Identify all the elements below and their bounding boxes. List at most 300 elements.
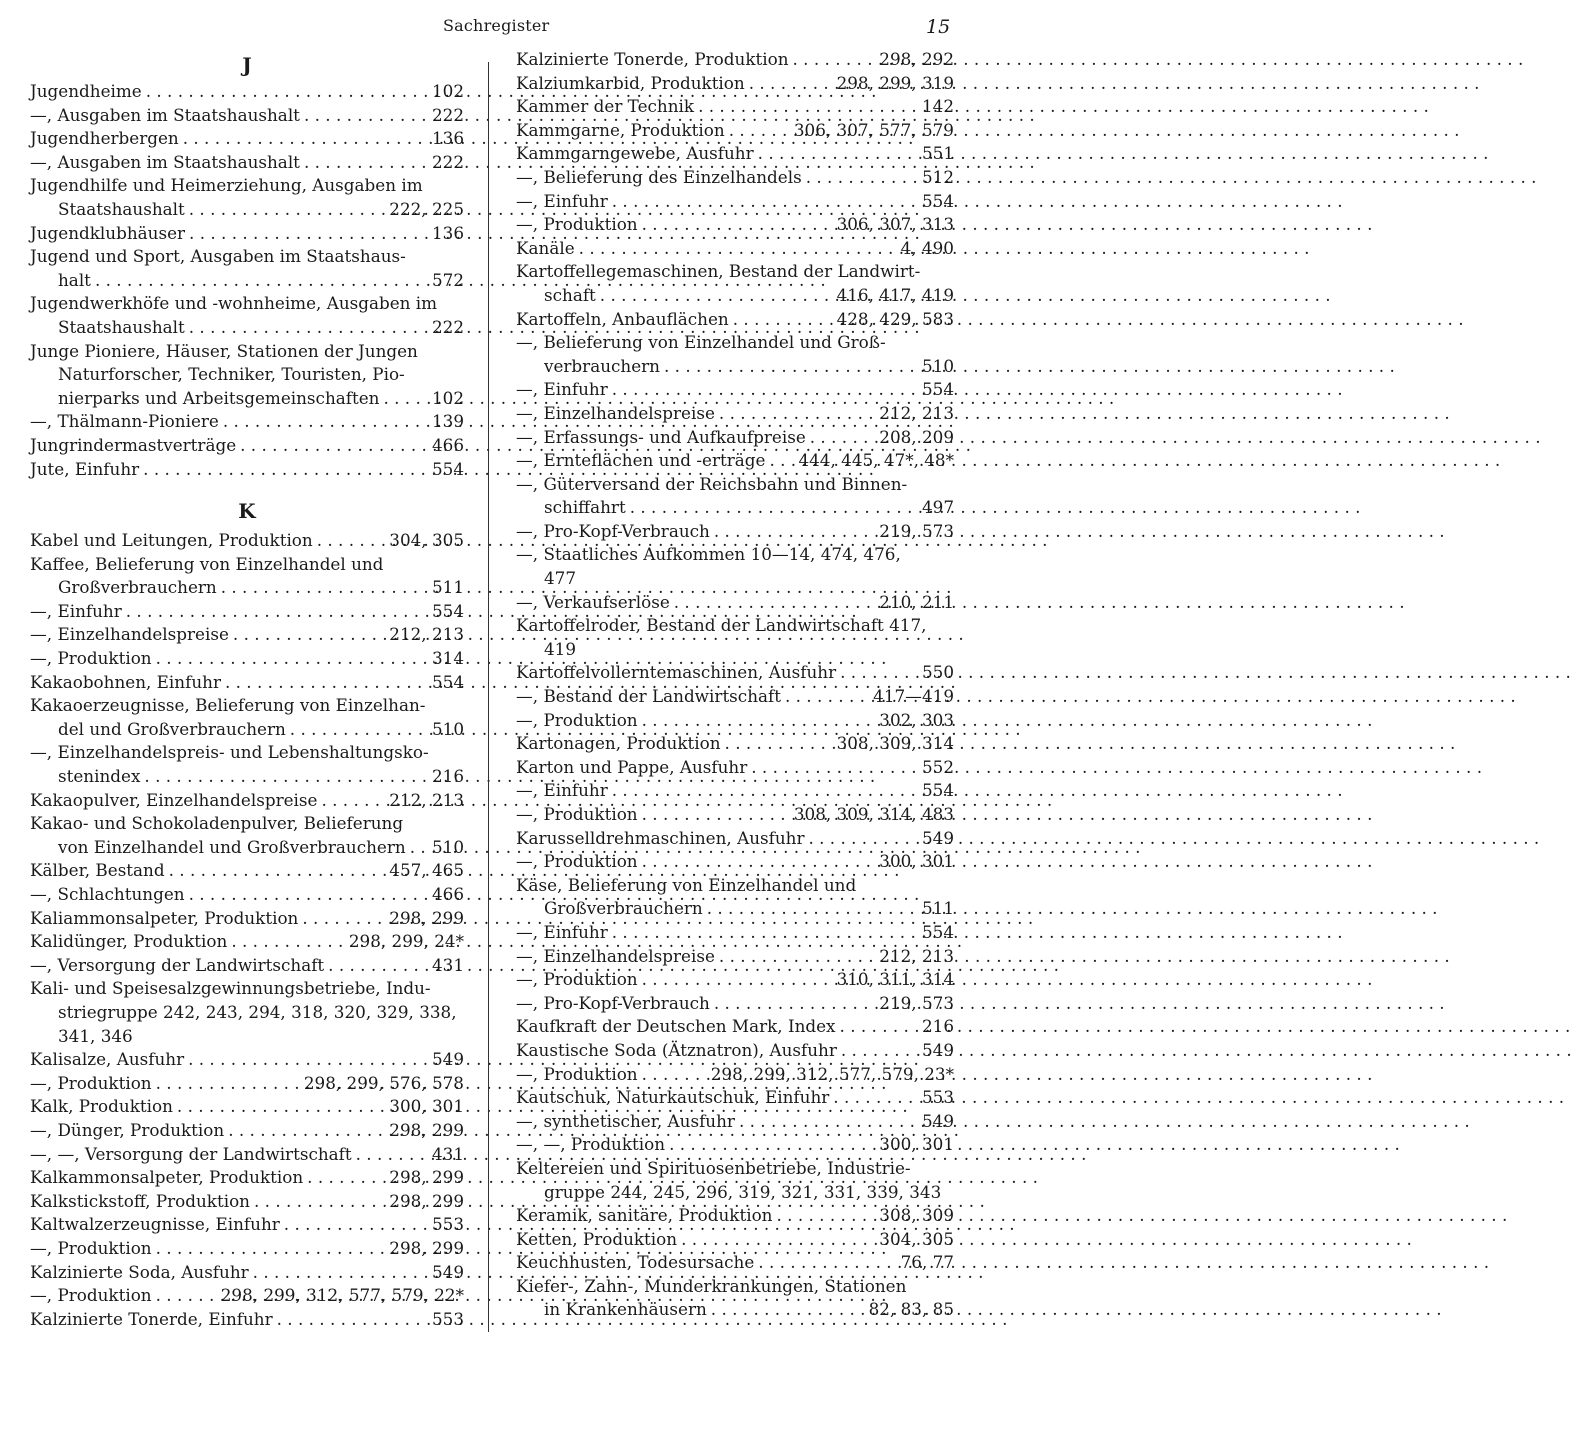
- entry-pages: 553: [431, 1308, 464, 1329]
- index-entry: [30, 1072, 464, 1096]
- index-entry-line: [30, 1213, 464, 1237]
- dot-leader: [177, 1095, 385, 1119]
- index-entry: [30, 647, 464, 671]
- entry-pages: 136: [431, 222, 464, 243]
- dot-leader: [714, 992, 875, 1016]
- entry-term: —, Belieferung des Einzelhandels: [516, 166, 802, 187]
- dot-leader: [612, 378, 918, 402]
- dot-leader: [189, 883, 428, 907]
- dot-leader: [223, 410, 428, 434]
- dot-leader: [143, 458, 428, 482]
- index-entry-line: [30, 1143, 464, 1167]
- index-entry: [516, 591, 954, 615]
- entry-term: —, Einzelhandelspreise: [30, 624, 229, 645]
- index-entry-line: [30, 859, 464, 883]
- entry-pages: 308, 309, 314, 483: [793, 804, 954, 824]
- index-entry-line: [30, 1166, 464, 1190]
- index-entry: [30, 529, 464, 553]
- index-entry: [30, 623, 464, 647]
- entry-pages: 212, 213: [389, 789, 464, 810]
- index-entry-continuation: [30, 576, 464, 600]
- dot-leader: [733, 308, 833, 332]
- index-entry: [516, 260, 954, 307]
- index-entry: [516, 661, 954, 685]
- entry-term: Jugendwerkhöfe und -wohnheime, Ausgaben im: [30, 293, 438, 314]
- index-entry-line: [30, 1284, 464, 1308]
- entry-pages: 549: [921, 1110, 954, 1131]
- index-entry: [30, 104, 464, 128]
- index-entry-line: [516, 1133, 954, 1157]
- entry-pages: 553: [921, 1087, 954, 1108]
- index-entry: [516, 732, 954, 756]
- entry-term: —, Produktion: [30, 1237, 152, 1258]
- entry-pages: 549: [921, 827, 954, 848]
- entry-pages: 466: [431, 884, 464, 904]
- entry-pages: 298, 292: [879, 49, 954, 69]
- entry-term: —, Verkaufserlöse: [516, 591, 670, 612]
- index-entry-line: [516, 614, 954, 638]
- index-entry-continuation: [30, 316, 464, 340]
- index-entry-line: [516, 543, 954, 567]
- entry-pages: 222, 225: [389, 198, 464, 219]
- index-entry-continuation: [30, 836, 464, 860]
- entry-term: schaft: [544, 284, 596, 305]
- index-entry-line: [516, 449, 954, 473]
- index-entry-line: [30, 553, 464, 577]
- index-entry: [516, 1063, 954, 1087]
- entry-term: —, Produktion: [516, 804, 638, 824]
- index-entry-line: [30, 694, 464, 718]
- index-entry-continuation: [30, 363, 464, 387]
- dot-leader: [681, 1228, 875, 1252]
- entry-term: —, Produktion: [30, 1072, 152, 1093]
- index-entry: [516, 685, 954, 709]
- entry-term: Kammgarne, Produktion: [516, 119, 725, 140]
- index-entry-line: [30, 151, 464, 175]
- index-entry: [30, 977, 464, 1048]
- index-entry-line: [516, 378, 954, 402]
- index-entry-line: [30, 1237, 464, 1261]
- entry-pages: 554: [921, 780, 954, 801]
- dot-leader: [240, 434, 428, 458]
- dot-leader: [228, 1119, 385, 1143]
- index-entry: [516, 166, 954, 190]
- dot-leader: [642, 803, 790, 827]
- entry-pages: 572: [431, 269, 464, 290]
- index-entry: [516, 237, 954, 261]
- dot-leader: [642, 709, 876, 733]
- index-entry-line: [516, 803, 954, 827]
- entry-pages: 431: [431, 1143, 464, 1164]
- dot-leader: [321, 789, 385, 813]
- entry-term: —, Produktion: [30, 1285, 152, 1306]
- index-entry-line: [30, 930, 464, 954]
- dot-leader: [156, 647, 428, 671]
- entry-term: Jugendklubhäuser: [30, 222, 186, 243]
- entry-pages: 210, 211: [879, 591, 954, 612]
- entry-pages: 102: [431, 81, 464, 101]
- index-entry-line: [516, 756, 954, 780]
- entry-term: Jungrindermastverträge: [30, 434, 237, 455]
- entry-pages: 4, 490: [900, 237, 954, 258]
- entry-pages: 457, 465: [389, 860, 464, 881]
- entry-pages: 510: [431, 836, 464, 857]
- dot-leader: [156, 1072, 300, 1096]
- entry-pages: 142: [921, 96, 954, 117]
- dot-leader: [612, 779, 918, 803]
- index-entry-line: [516, 260, 954, 284]
- entry-term: del und Großverbrauchern: [58, 718, 286, 739]
- index-entry-line: [30, 1048, 464, 1072]
- index-entry-line: [516, 308, 954, 332]
- entry-term: —, Einzelhandelspreise: [516, 945, 715, 966]
- dot-leader: [307, 1166, 385, 1190]
- dot-leader: [233, 623, 385, 647]
- index-entry-line: [516, 709, 954, 733]
- dot-leader: [169, 859, 386, 883]
- index-entry-line: [516, 1157, 954, 1181]
- dot-leader: [749, 72, 833, 96]
- entry-term: Staatshaushalt: [58, 316, 185, 337]
- dot-leader: [642, 850, 876, 874]
- entry-pages: 298, 299: [389, 1167, 464, 1188]
- index-entry: [516, 190, 954, 214]
- entry-pages: 553: [431, 1214, 464, 1235]
- index-entry-line: [30, 292, 464, 316]
- dot-leader: [328, 954, 428, 978]
- entry-pages: 550: [921, 662, 954, 683]
- entry-pages: 554: [431, 671, 464, 692]
- index-entry-line: [516, 1251, 954, 1275]
- dot-leader: [189, 198, 386, 222]
- entry-term: —, Schlachtungen: [30, 884, 185, 904]
- entry-term: —, Einfuhr: [516, 780, 608, 801]
- dot-leader: [146, 80, 428, 104]
- entry-term: striegruppe 242, 243, 294, 318, 320, 329, 338,: [58, 1001, 457, 1022]
- index-entry-continuation: [30, 1025, 464, 1049]
- index-entry: [516, 331, 954, 378]
- index-entry-line: [516, 1110, 954, 1134]
- entry-pages: 511: [431, 577, 464, 598]
- dot-leader: [719, 402, 875, 426]
- entry-pages: 417—419: [873, 686, 954, 707]
- section-letter-k: K: [238, 499, 256, 524]
- entry-term: Kalkstickstoff, Produktion: [30, 1190, 250, 1211]
- entry-term: Kartoffeln, Anbauflächen: [516, 308, 729, 329]
- entry-term: 341, 346: [58, 1025, 133, 1046]
- dot-leader: [290, 718, 428, 742]
- dot-leader: [189, 222, 428, 246]
- index-entry: [30, 151, 464, 175]
- entry-term: —, Produktion: [516, 851, 638, 872]
- entry-term: Kalisalze, Ausfuhr: [30, 1049, 185, 1070]
- index-entry: [516, 756, 954, 780]
- entry-term: Karusselldrehmaschinen, Ausfuhr: [516, 827, 805, 848]
- entry-term: —, —, Versorgung der Landwirtschaft: [30, 1143, 352, 1164]
- entry-term: Kälber, Bestand: [30, 860, 165, 881]
- left-column: [30, 48, 464, 1331]
- entry-pages: 300, 301: [879, 1134, 954, 1155]
- entry-term: Junge Pioniere, Häuser, Stationen der Jungen: [30, 340, 418, 361]
- index-entry-line: [30, 245, 464, 269]
- dot-leader: [758, 1251, 896, 1275]
- dot-leader: [612, 921, 918, 945]
- entry-pages: 300, 301: [879, 851, 954, 872]
- dot-leader: [183, 127, 428, 151]
- dot-leader: [304, 104, 428, 128]
- dot-leader: [739, 1110, 918, 1134]
- index-entry-continuation: [516, 897, 954, 921]
- entry-term: Kaliammonsalpeter, Produktion: [30, 907, 299, 928]
- entry-pages: 219, 573: [879, 992, 954, 1013]
- dot-leader: [642, 1063, 707, 1087]
- entry-pages: 304, 305: [389, 530, 464, 551]
- index-entry-continuation: [516, 567, 954, 591]
- entry-pages: 136: [431, 128, 464, 149]
- index-entry: [30, 1166, 464, 1190]
- entry-pages: 511: [921, 898, 954, 919]
- index-entry: [30, 859, 464, 883]
- index-entry-line: [516, 48, 954, 72]
- index-entry-continuation: [516, 638, 954, 662]
- dot-leader: [840, 661, 918, 685]
- index-entry: [30, 1308, 464, 1332]
- entry-term: Kartoffellegemaschinen, Bestand der Landwirt-: [516, 261, 921, 282]
- dot-leader: [719, 945, 875, 969]
- index-entry-line: [516, 237, 954, 261]
- entry-term: Kakaobohnen, Einfuhr: [30, 671, 221, 692]
- entry-term: Kartoffelroder, Bestand der Landwirtschaft 417,: [516, 615, 927, 636]
- index-entry: [516, 426, 954, 450]
- dot-leader: [410, 836, 428, 860]
- entry-pages: 549: [921, 1039, 954, 1060]
- entry-term: Staatshaushalt: [58, 198, 185, 219]
- index-entry-line: [30, 1190, 464, 1214]
- entry-pages: 497: [921, 497, 954, 518]
- entry-term: —, Einfuhr: [30, 600, 122, 621]
- dot-leader: [126, 600, 428, 624]
- index-entry-line: [516, 779, 954, 803]
- index-entry-line: [516, 213, 954, 237]
- index-entry-line: [516, 1228, 954, 1252]
- index-entry-line: [30, 954, 464, 978]
- entry-pages: 466: [431, 434, 464, 455]
- entry-term: Kakaoerzeugnisse, Belieferung von Einzelhan-: [30, 695, 426, 716]
- entry-term: —, Belieferung von Einzelhandel und Groß-: [516, 332, 886, 353]
- dot-leader: [612, 190, 918, 214]
- entry-term: —, Bestand der Landwirtschaft: [516, 686, 781, 707]
- index-entry: [30, 292, 464, 339]
- entry-pages: 554: [921, 379, 954, 400]
- index-entry: [30, 907, 464, 931]
- entry-pages: 510: [431, 718, 464, 739]
- dot-leader: [751, 756, 918, 780]
- index-entry-continuation: [516, 355, 954, 379]
- index-entry: [30, 883, 464, 907]
- entry-term: Kalziumkarbid, Produktion: [516, 72, 745, 93]
- entry-term: —, Versorgung der Landwirtschaft: [30, 954, 325, 975]
- page-number: 15: [926, 16, 951, 38]
- index-entry: [516, 1228, 954, 1252]
- index-entry: [30, 671, 464, 695]
- entry-term: 477: [544, 568, 577, 589]
- dot-leader: [642, 213, 833, 237]
- running-head: Sachregister: [443, 16, 550, 35]
- index-entry-line: [516, 72, 954, 96]
- dot-leader: [841, 1039, 918, 1063]
- index-entry-line: [30, 80, 464, 104]
- entry-term: Jugendheime: [30, 81, 142, 101]
- entry-pages: 298, 299, 576, 578: [303, 1072, 464, 1093]
- dot-leader: [806, 166, 918, 190]
- dot-leader: [776, 1204, 875, 1228]
- entry-pages: 304, 305: [879, 1228, 954, 1249]
- dot-leader: [664, 355, 918, 379]
- dot-leader: [221, 576, 428, 600]
- entry-pages: 208, 209: [879, 426, 954, 447]
- entry-term: —, Erfassungs- und Aufkaufpreise: [516, 426, 806, 447]
- dot-leader: [674, 591, 876, 615]
- index-entry-line: [516, 1086, 954, 1110]
- index-entry: [30, 789, 464, 813]
- index-entry: [516, 1157, 954, 1204]
- entry-term: —, Ausgaben im Staatshaushalt: [30, 104, 300, 125]
- index-entry-line: [516, 1204, 954, 1228]
- entry-term: Keramik, sanitäre, Produktion: [516, 1205, 773, 1226]
- right-column: [516, 48, 954, 1322]
- index-entry-line: [516, 685, 954, 709]
- index-entry: [516, 520, 954, 544]
- entry-term: —, Dünger, Produktion: [30, 1119, 225, 1140]
- index-entry: [516, 709, 954, 733]
- index-entry-line: [30, 1072, 464, 1096]
- entry-pages: 102: [431, 387, 464, 408]
- index-entry: [30, 174, 464, 221]
- index-entry-line: [30, 222, 464, 246]
- dot-leader: [383, 387, 428, 411]
- index-entry-continuation: [30, 387, 464, 411]
- index-entry-line: [516, 1275, 954, 1299]
- entry-pages: 222: [431, 316, 464, 337]
- index-entry: [516, 543, 954, 590]
- dot-leader: [95, 269, 428, 293]
- entry-term: —, Einzelhandelspreis- und Lebenshaltungsko-: [30, 742, 429, 763]
- dot-leader: [284, 1213, 428, 1237]
- index-entry: [30, 1237, 464, 1261]
- index-entry: [516, 449, 954, 473]
- entry-term: —, Produktion: [516, 214, 638, 235]
- index-entry-line: [516, 190, 954, 214]
- index-entry-line: [30, 410, 464, 434]
- index-entry: [30, 1213, 464, 1237]
- index-entry: [516, 402, 954, 426]
- index-entry-line: [516, 1039, 954, 1063]
- entry-term: Großverbrauchern: [544, 898, 703, 919]
- index-entry-line: [30, 529, 464, 553]
- entry-term: 419: [544, 638, 577, 659]
- entry-term: —, Produktion: [516, 969, 638, 990]
- index-entry: [516, 850, 954, 874]
- entry-term: —, Thälmann-Pioniere: [30, 411, 219, 432]
- entry-term: halt: [58, 269, 91, 290]
- entry-pages: 444, 445, 47*, 48*: [798, 450, 954, 471]
- dot-leader: [642, 968, 833, 992]
- entry-term: —, Ausgaben im Staatshaushalt: [30, 151, 300, 172]
- index-entry: [30, 434, 464, 458]
- entry-pages: 306, 307, 577, 579: [793, 119, 954, 140]
- index-entry: [516, 1015, 954, 1039]
- index-entry: [30, 954, 464, 978]
- entry-term: verbrauchern: [544, 355, 660, 376]
- index-entry: [30, 245, 464, 292]
- entry-term: —, Pro-Kopf-Verbrauch: [516, 992, 710, 1013]
- index-entry: [30, 600, 464, 624]
- index-entry: [516, 119, 954, 143]
- column-divider: [488, 62, 489, 1332]
- dot-leader: [698, 95, 918, 119]
- dot-leader: [669, 1133, 875, 1157]
- entry-pages: 298, 299, 312, 577, 579, 23*: [710, 1063, 954, 1084]
- index-entry-line: [30, 623, 464, 647]
- entry-term: —, Einfuhr: [516, 921, 608, 942]
- dot-leader: [833, 1086, 918, 1110]
- entry-term: Kalk, Produktion: [30, 1096, 173, 1117]
- index-entry-line: [30, 789, 464, 813]
- dot-leader: [630, 496, 918, 520]
- index-entry-line: [516, 874, 954, 898]
- entry-pages: 298, 299: [389, 1237, 464, 1258]
- dot-leader: [579, 237, 897, 261]
- entry-term: Kakaopulver, Einzelhandelspreise: [30, 789, 318, 810]
- dot-leader: [707, 897, 918, 921]
- index-entry: [30, 930, 464, 954]
- entry-term: gruppe 244, 245, 296, 319, 321, 331, 339, 343: [544, 1181, 942, 1202]
- index-entry: [30, 1284, 464, 1308]
- index-entry-line: [516, 520, 954, 544]
- index-entry: [516, 827, 954, 851]
- index-entry-continuation: [30, 269, 464, 293]
- index-entry: [516, 779, 954, 803]
- entry-term: Naturforscher, Techniker, Touristen, Pio-: [58, 364, 405, 385]
- entry-pages: 300, 301: [389, 1096, 464, 1117]
- dot-leader: [725, 732, 833, 756]
- entry-term: Kiefer-, Zahn-, Munderkrankungen, Stationen: [516, 1275, 907, 1296]
- dot-leader: [225, 671, 428, 695]
- entry-term: Kaufkraft der Deutschen Mark, Index: [516, 1016, 836, 1037]
- index-entry: [516, 921, 954, 945]
- entry-pages: 310, 311, 314: [836, 969, 954, 990]
- index-entry-continuation: [516, 284, 954, 308]
- entry-term: —, Ernteflächen und -erträge: [516, 450, 766, 471]
- dot-leader: [302, 907, 385, 931]
- entry-pages: 314: [431, 648, 464, 669]
- index-entry: [516, 378, 954, 402]
- entry-term: Kammgarngewebe, Ausfuhr: [516, 143, 754, 164]
- index-entry: [516, 1039, 954, 1063]
- dot-leader: [810, 426, 876, 450]
- entry-term: —, —, Produktion: [516, 1134, 666, 1155]
- index-entry-line: [30, 977, 464, 1001]
- index-entry-line: [30, 174, 464, 198]
- dot-leader: [253, 1261, 428, 1285]
- entry-term: Kakao- und Schokoladenpulver, Belieferung: [30, 813, 404, 834]
- entry-term: Kaltwalzerzeugnisse, Einfuhr: [30, 1214, 280, 1235]
- entry-pages: 554: [431, 600, 464, 621]
- index-entry: [30, 1048, 464, 1072]
- page-header: [0, 14, 1024, 40]
- index-entry-line: [30, 104, 464, 128]
- entry-pages: 216: [921, 1016, 954, 1037]
